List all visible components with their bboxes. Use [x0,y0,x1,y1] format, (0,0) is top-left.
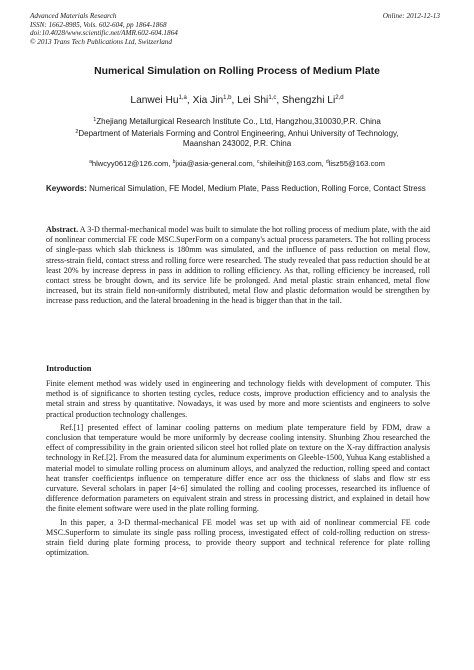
author-name: Lei Shi [237,95,269,106]
introduction-body [46,379,430,561]
email-link[interactable]: jxia@asia-general.com, [175,159,255,168]
email-link[interactable]: shileihit@163.com, [259,159,324,168]
author-sup: 2,d [335,95,344,101]
body-paragraph: In this paper, a 3-D thermal-mechanical FE model was set up with aid of nonlinear commercial FE code MSC.Superform to simulate its single pass rolling process, investigated effect of cold-rolling reduction on stress-strain field during plate forming process, to provide theory support and technical reference for plate rolling optimization. [46,517,430,558]
author-name: Lanwei Hu [130,95,179,106]
introduction-heading: Introduction [46,364,92,373]
email-sup: d [325,159,329,165]
paper-title: Numerical Simulation on Rolling Process of Medium Plate [94,66,380,77]
email-sup: c [256,159,260,165]
author-name: Shengzhi Li [282,95,336,106]
keywords-text: Numerical Simulation, FE Model, Medium Plate, Pass Reduction, Rolling Force, Contact Stress [89,184,426,193]
affiliation-text: Maanshan 243002, P.R. China [182,139,292,148]
email-link[interactable]: lisz55@163.com [328,159,385,168]
affiliation-text: Zhejiang Metallurgical Research Institute Co., Ltd, Hangzhou,310030,P.R. China [96,117,381,126]
affiliation-1 [0,115,474,127]
keywords-block [46,184,430,195]
doi-line: doi:10.4028/www.scientific.net/AMR.602-604.1864 [30,29,178,38]
author-sup: 1,b [223,95,232,101]
keywords-label: Keywords: [46,184,87,193]
abstract-text: A 3-D thermal-mechanical model was built to simulate the hot rolling process of medium plate, with the aid of nonlinear commercial FE code MSC.SuperForm on a company's actual process parameters. The hot rolling process of single-pass which slab thickness is 180mm was simulated, and the influence of pass reduction on metal flow, stress-strain field, contact stress and rolling force were researched. The study revealed that pass reduction should be at least 20% by increase depress in pass in addition to rolling efficiency. As that, rolling efficiency be increased, roll contact stress be brought down, and its service life be prolonged. And metal plastic strain enhanced, metal flow increased, but its strain field non-uniformly distributed, metal flow and plastic deformation would be strengthen by increase pass reduction, and the lateral broadening in the head is bigger than that in the tail. [46,225,431,306]
affiliation-2 [0,127,474,149]
copyright-line: © 2013 Trans Tech Publications Ltd, Switzerland [30,37,172,46]
email-link[interactable]: hlwcyy0612@126.com, [91,159,171,168]
online-date: Online: 2012-12-13 [382,12,440,20]
body-paragraph: Finite element method was widely used in engineering and technology fields with development of computer. This method is of significance to shorten testing cycles, reduce costs, improve production efficiency and to analysis the metal strain and stress by quantitative. Nowadays, it was used by more and more scientists and engineers to solve practical production technology challenges. [46,379,430,419]
author-list: Lanwei Hu$^{1,a}$, Xia Jin$^{1,b}$, Lei Shi$^{1,c}$, Shengzhi Li$^{2,d}$ [130,95,344,106]
abstract-label: Abstract. [46,225,79,234]
body-paragraph: Ref.[1] presented effect of laminar cooling patterns on medium plate temperature field by FDM, draw a conclusion that temperature would be more uniformly by decrease cooling intensity. Shunbing Zhou researched the effect of compressibility in the grain oriented silicon steel hot rolled plate on texture on the X-ray diffraction analysis technology in Ref.[2]. From the measured data for aluminum experiments on Gleeble-1500, Yuhua Kang established a material model to simulate rolling process on aluminum alloys, and analyzed the reduction, rolling speed and contact heat transfer coefficientps influence on temperature differ ence acr oss the thickness of slabs and flow str ess curvature. Several scholars in paper [4~6] simulated the rolling and cooling processes, researched its influence of difference deformation parameters on equivalent strain and stress in processing district, and explained in detail how the finite element software were used in the plate rolling forming. [46,422,430,514]
email-list [0,159,474,168]
author-sup: 1,a [178,95,187,101]
abstract-block [46,225,430,307]
affiliation-sup: 2 [75,129,79,135]
issn-line: ISSN: 1662-8985, Vols. 602-604, pp 1864-1868 [30,20,167,29]
author-name: Xia Jin [192,95,224,106]
affiliation-sup: 1 [93,117,97,123]
affiliation-text: Department of Materials Forming and Control Engineering, Anhui University of Technology, [78,129,399,138]
journal-header [30,12,178,46]
author-sup: 1,c [268,95,277,101]
email-sup: a [89,159,92,165]
email-sup: b [172,159,176,165]
journal-name: Advanced Materials Research [30,12,117,20]
